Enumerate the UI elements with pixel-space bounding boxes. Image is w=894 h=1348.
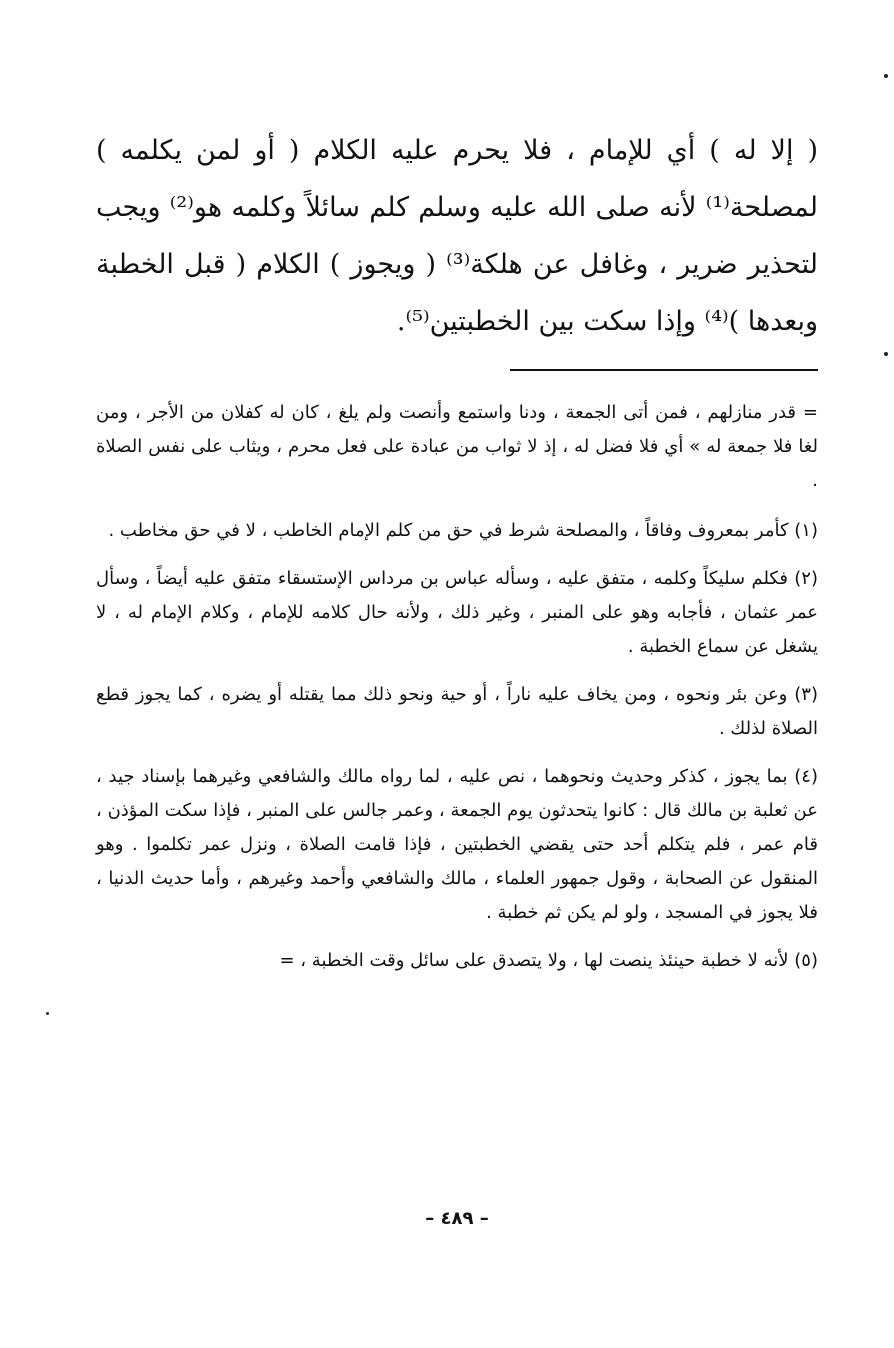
margin-speck	[884, 352, 888, 356]
main-text-block	[96, 122, 818, 350]
footnotes-block	[96, 396, 818, 992]
footnote-continuation: = قدر منازلهم ، فمن أتى الجمعة ، ودنا واستمع وأنصت ولم يلغ ، كان له كفلان من الأجر ، ومن لغا فلا جمعة له » أي فلا فضل له ، إذ لا ثواب من عبادة على فعل محرم ، ويثاب على نفس الصلاة .	[96, 402, 818, 491]
page-number: – ٤٨٩ –	[425, 1208, 489, 1229]
footnote-divider	[510, 369, 818, 371]
footnote-1: (١) كأمر بمعروف وفاقاً ، والمصلحة شرط في حق من كلم الإمام الخاطب ، لا في حق مخاطب .	[108, 520, 818, 541]
footnote-5: (٥) لأنه لا خطبة حينئذ ينصت لها ، ولا يتصدق على سائل وقت الخطبة ، =	[279, 950, 818, 971]
margin-speck	[46, 1012, 49, 1015]
footnote-4: (٤) بما يجوز ، كذكر وحديث ونحوهما ، نص عليه ، لما رواه مالك والشافعي وغيرهما بإسناد جيد ، عن ثعلبة بن مالك قال : كانوا يتحدثون يوم الجمعة ، وعمر جالس على المنبر ، فإذا سكت المؤذن ، قام عمر ، فلم يتكلم أحد حتى يقضي الخطبتين ، فإذا قامت الصلاة ، ونزل عمر تكلموا . وهو المنقول عن الصحابة ، وقول جمهور العلماء ، مالك والشافعي وأحمد وغيرهم ، وأما حديث الدنيا ، فلا يجوز في المسجد ، ولو لم يكن ثم خطبة .	[96, 766, 818, 923]
footnote-2: (٢) فكلم سليكاً وكلمه ، متفق عليه ، وسأله عباس بن مرداس الإستسقاء متفق عليه أيضاً ، وسأل عمر عثمان ، فأجابه وهو على المنبر ، وغير ذلك ، ولأنه حال كلامه للإمام ، وكلام الإمام له ، لا يشغل عن سماع الخطبة .	[96, 568, 818, 657]
margin-speck	[884, 74, 888, 78]
main-paragraph: ( إلا له ) أي للإمام ، فلا يحرم عليه الكلام ( أو لمن يكلمه ) لمصلحة⁽¹⁾ لأنه صلى الله عليه وسلم كلم سائلاً وكلمه هو⁽²⁾ ويجب لتحذير ضرير ، وغافل عن هلكة⁽³⁾ ( ويجوز ) الكلام ( قبل الخطبة وبعدها )⁽⁴⁾ وإذا سكت بين الخطبتين⁽⁵⁾.	[96, 135, 818, 337]
footnote-3: (٣) وعن بئر ونحوه ، ومن يخاف عليه ناراً ، أو حية ونحو ذلك مما يقتله أو يضره ، كما يجوز قطع الصلاة لذلك .	[96, 684, 818, 739]
